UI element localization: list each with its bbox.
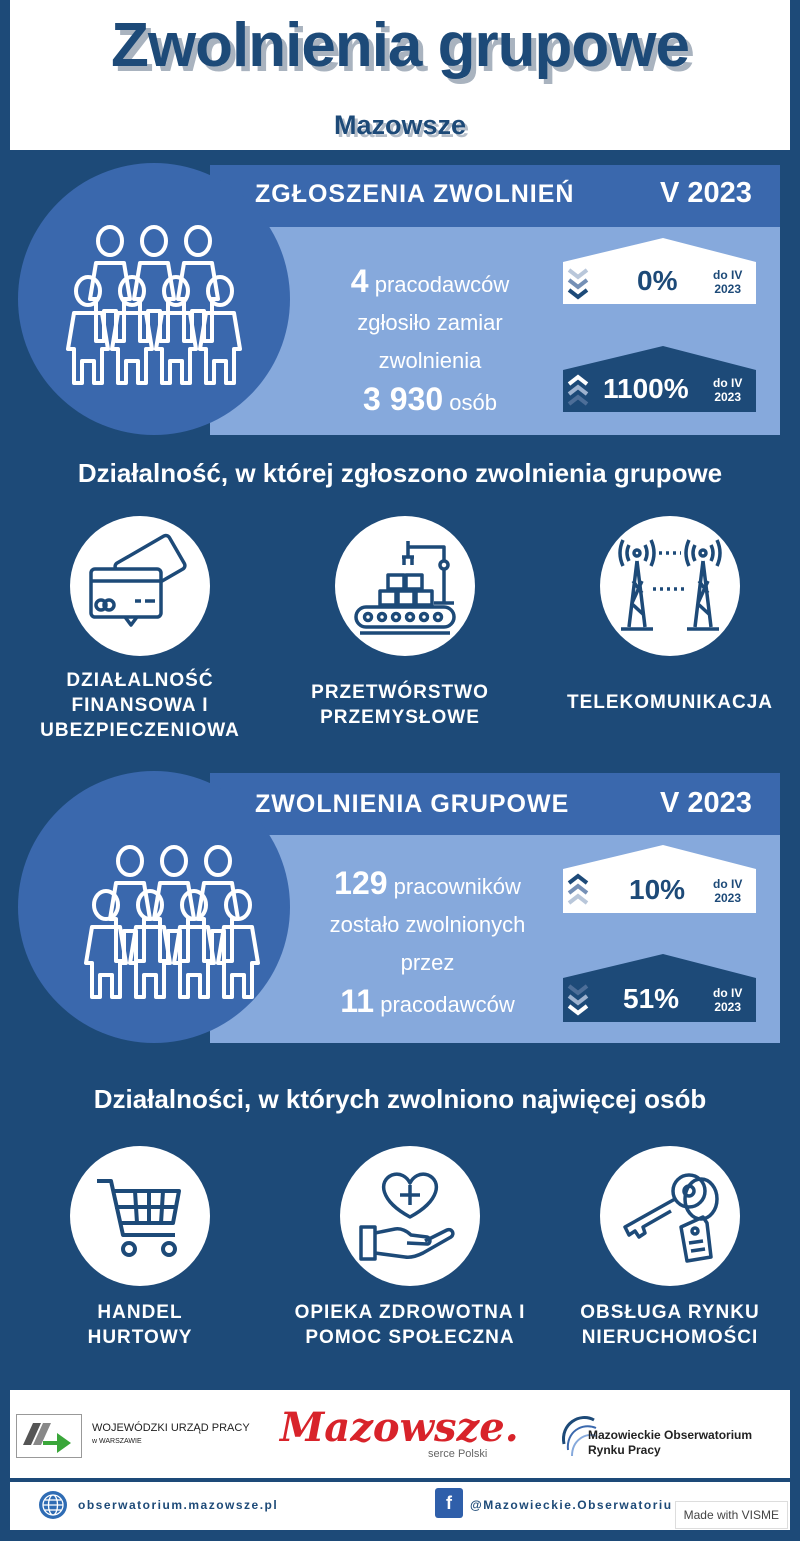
badge-ref-line2: 2023 <box>714 1000 742 1014</box>
category-label-line: UBEZPIECZENIOWA <box>40 720 240 741</box>
badge-value: 10% <box>629 874 686 905</box>
section1-badge2 <box>563 370 756 412</box>
category-label-line: FINANSOWA I <box>71 695 209 716</box>
keys-icon <box>615 1161 725 1271</box>
badge-roof <box>563 346 756 370</box>
category-icon-circle <box>70 1146 210 1286</box>
employers-label: pracodawców <box>374 272 510 297</box>
wup-logo-mark-icon <box>17 1415 81 1457</box>
trend-up-icon <box>567 873 589 907</box>
section2-people-circle <box>18 771 290 1043</box>
badge-value: 51% <box>623 983 680 1014</box>
category-label-line: HURTOWY <box>87 1327 193 1348</box>
section2-stat-text <box>305 864 550 1024</box>
category-label <box>560 1300 780 1350</box>
section1-title: ZGŁOSZENIA ZWOLNIEŃ <box>255 180 575 208</box>
section1-stat-text <box>320 262 540 422</box>
category-label-line: HANDEL <box>97 1302 183 1323</box>
category-icon-circle <box>70 516 210 656</box>
category-label-line: OPIEKA ZDROWOTNA I <box>294 1302 526 1323</box>
section2-badge1 <box>563 869 756 913</box>
badge-value: 1100% <box>603 373 689 404</box>
category-label-line: NIERUCHOMOŚCI <box>581 1327 759 1348</box>
category-label <box>545 690 795 715</box>
category-icon-circle <box>600 1146 740 1286</box>
section-heading-1: Działalność, w której zgłoszono zwolnienia grupowe <box>77 458 723 488</box>
mazowsze-tagline: serce Polski <box>428 1448 488 1460</box>
section2-badge2 <box>563 978 756 1022</box>
category-label-line: PRZETWÓRSTWO <box>311 682 489 703</box>
category-label <box>280 1300 540 1350</box>
employers-label: pracodawców <box>380 992 515 1017</box>
page-title: Zwolnienia grupowe <box>111 11 689 80</box>
badge-roof <box>563 954 756 978</box>
website-link[interactable]: obserwatorium.mazowsze.pl <box>78 1498 279 1512</box>
category-label-line: DZIAŁALNOŚĆ <box>66 670 214 691</box>
badge-ref-line1: do IV <box>713 986 743 1000</box>
morp-name-line2: Rynku Pracy <box>588 1443 661 1457</box>
section1-badge1 <box>563 262 756 304</box>
footer-logos <box>10 1390 790 1478</box>
category-icon-circle <box>600 516 740 656</box>
workers-label: pracowników <box>393 874 521 899</box>
category-icon-circle <box>340 1146 480 1286</box>
shopping-cart-icon <box>85 1161 195 1271</box>
facebook-link[interactable]: @Mazowieckie.Obserwatoriu <box>470 1498 673 1512</box>
badge-ref-line1: do IV <box>713 877 743 891</box>
employers-count: 11 <box>340 983 375 1019</box>
category-label-line: POMOC SPOŁECZNA <box>305 1327 515 1348</box>
category-label <box>280 680 520 730</box>
section2-title: ZWOLNIENIA GRUPOWE <box>255 790 570 818</box>
footer-links <box>10 1482 790 1530</box>
section1-period: V 2023 <box>660 177 752 209</box>
badge-ref-line2: 2023 <box>714 282 742 296</box>
globe-icon <box>38 1490 68 1520</box>
category-icon-circle <box>335 516 475 656</box>
wup-name: WOJEWÓDZKI URZĄD PRACY <box>92 1422 250 1434</box>
category-label-line: TELEKOMUNIKACJA <box>566 692 774 713</box>
people-group-icon <box>18 163 290 435</box>
page-subtitle: Mazowsze <box>333 110 467 140</box>
trend-down-icon <box>567 266 589 300</box>
persons-label: osób <box>449 390 497 415</box>
category-label-line: OBSŁUGA RYNKU <box>580 1302 760 1323</box>
made-with-badge[interactable]: Made with VISME <box>675 1501 788 1529</box>
people-group-icon <box>18 771 290 1043</box>
stat-line2: zostało zwolnionych <box>329 912 526 937</box>
stat-line2: zgłosiło zamiar <box>357 310 503 335</box>
stat-line3: przez <box>400 950 455 975</box>
employers-count: 4 <box>350 263 369 299</box>
badge-ref-line1: do IV <box>713 376 743 390</box>
mazowsze-logo: Mazowsze. <box>280 1404 519 1451</box>
wup-city: w WARSZAWIE <box>92 1438 142 1445</box>
workers-count: 129 <box>334 865 388 901</box>
facebook-icon: f <box>435 1488 463 1518</box>
stat-line3: zwolnienia <box>378 348 482 373</box>
trend-up-icon <box>567 374 589 408</box>
badge-ref-line1: do IV <box>713 268 743 282</box>
healthcare-hand-heart-icon <box>355 1161 465 1271</box>
section1-people-circle <box>18 163 290 435</box>
header-banner <box>10 0 790 150</box>
factory-conveyor-icon <box>350 531 460 641</box>
morp-name: Mazowieckie Obserwatorium <box>588 1428 753 1442</box>
wup-logo <box>16 1414 82 1458</box>
persons-count: 3 930 <box>363 381 444 417</box>
badge-roof <box>563 238 756 262</box>
category-label <box>20 668 260 743</box>
telecom-towers-icon <box>615 531 725 641</box>
badge-value: 0% <box>637 265 678 296</box>
credit-card-icon <box>85 531 195 641</box>
category-label <box>20 1300 260 1350</box>
trend-down-icon <box>567 982 589 1016</box>
badge-ref-line2: 2023 <box>714 891 742 905</box>
badge-ref-line2: 2023 <box>714 390 742 404</box>
section2-period: V 2023 <box>660 787 752 819</box>
category-label-line: PRZEMYSŁOWE <box>320 707 480 728</box>
badge-roof <box>563 845 756 869</box>
section-heading-2: Działalności, w których zwolniono najwięcej osób <box>93 1084 707 1114</box>
